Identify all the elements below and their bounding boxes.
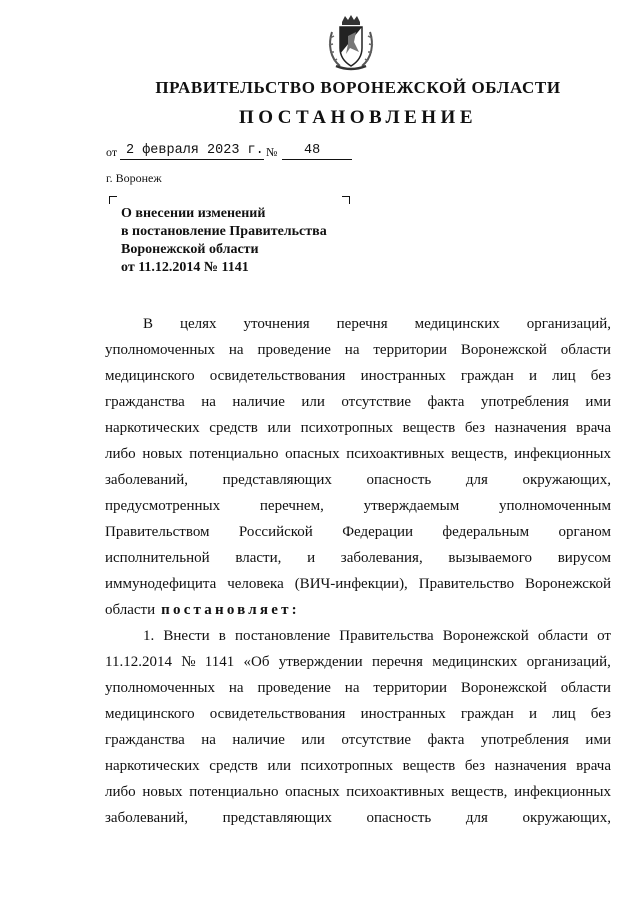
paragraph-word: постановление [234, 628, 331, 644]
paragraph-word: вирусом [557, 550, 611, 566]
document-date: 2 февраля 2023 г. [126, 143, 264, 158]
paragraph-word: психоактивных [346, 446, 445, 462]
paragraph-word: веществ [402, 758, 456, 774]
paragraph-word: освидетельствования [209, 706, 346, 722]
paragraph-word: 1141 [204, 654, 235, 670]
paragraph-word: веществ, [451, 784, 508, 800]
paragraph-word: уполномоченных [105, 680, 215, 696]
paragraph-word: перечня [336, 316, 388, 332]
paragraph-line [105, 779, 611, 805]
paragraph-word: либо [105, 784, 136, 800]
paragraph-word: без [590, 706, 611, 722]
paragraph-word: на [201, 394, 216, 410]
paragraph-word: на [228, 680, 244, 696]
paragraph-word: ими [585, 394, 611, 410]
paragraph-line [105, 701, 611, 727]
paragraph-word: власти, [235, 550, 282, 566]
document-number: 48 [304, 143, 321, 158]
paragraph-word: опасных [285, 784, 340, 800]
paragraph-word: для [465, 472, 488, 488]
paragraph-word: органом [558, 524, 611, 540]
paragraph-word: новых [142, 446, 183, 462]
paragraph-item-1 [105, 623, 611, 831]
subject-corner-mark-left [109, 196, 117, 204]
paragraph-word: наркотических [105, 758, 200, 774]
paragraph-word: и [307, 550, 316, 566]
paragraph-word: назначения [494, 758, 567, 774]
paragraph-word: либо [105, 446, 136, 462]
paragraph-word: средств [209, 420, 258, 436]
paragraph-word: употребления [480, 394, 569, 410]
paragraph-word: территории [373, 342, 448, 358]
paragraph-word: на [228, 342, 244, 358]
paragraph-word: представляющих [222, 472, 332, 488]
paragraph-word: наличие [232, 394, 285, 410]
paragraph-word: проведение [257, 680, 331, 696]
paragraph-word: федеральным [442, 524, 530, 540]
paragraph-word: Правительства [339, 628, 434, 644]
paragraph-word: области [560, 680, 611, 696]
paragraph-word: проведение [257, 342, 331, 358]
paragraph-word: 11.12.2014 [105, 654, 172, 670]
paragraph-line [105, 753, 611, 779]
paragraph-word: врача [576, 420, 611, 436]
paragraph-word: Воронежской [460, 680, 547, 696]
document-meta [106, 140, 366, 162]
paragraph-word: окружающих, [522, 472, 611, 488]
paragraph-word: целях [179, 316, 217, 332]
document-type: ПОСТАНОВЛЕНИЕ [238, 107, 478, 128]
paragraph-word: 1. [143, 628, 155, 644]
paragraph-word: области [537, 628, 589, 644]
paragraph-line [105, 805, 611, 831]
paragraph-word: области [560, 342, 611, 358]
paragraph-word: медицинского [105, 368, 195, 384]
paragraph-word: гражданства [105, 732, 185, 748]
paragraph-word: иммунодефицита [105, 576, 217, 592]
paragraph-word: уполномоченных [105, 342, 215, 358]
paragraph-word: территории [373, 680, 448, 696]
document-body [105, 311, 611, 831]
number-underline [282, 159, 352, 160]
paragraph-word: области [105, 602, 156, 618]
paragraph-word: факта [427, 732, 465, 748]
paragraph-word: употребления [480, 732, 569, 748]
paragraph-line [105, 649, 611, 675]
paragraph-word: психоактивных [346, 784, 445, 800]
paragraph-word: и [528, 368, 537, 384]
paragraph-word: Правительство [418, 576, 515, 592]
number-prefix: № [266, 145, 278, 159]
paragraph-word: без [590, 368, 611, 384]
paragraph-word: (ВИЧ-инфекции), [294, 576, 408, 592]
paragraph-word: утверждаемым [363, 498, 460, 514]
paragraph-word: № [181, 654, 196, 670]
subject-line: от 11.12.2014 № 1141 [121, 260, 249, 275]
paragraph-word: вызываемого [448, 550, 533, 566]
subject-line: О внесении изменений [121, 206, 266, 221]
paragraph-word: медицинских [432, 654, 518, 670]
paragraph-word: медицинского [105, 706, 195, 722]
paragraph-word: и [528, 706, 537, 722]
paragraph-word: без [464, 758, 486, 774]
paragraph-word: медицинских [414, 316, 500, 332]
paragraph-word: заболеваний, [105, 472, 189, 488]
paragraph-line [105, 389, 611, 415]
paragraph-word: психотропных [300, 420, 393, 436]
paragraph-word: потенциально [189, 446, 279, 462]
paragraph-word: предусмотренных [105, 498, 221, 514]
document-subject [121, 205, 327, 277]
paragraph-word: граждан [460, 706, 514, 722]
paragraph-word: наличие [232, 732, 285, 748]
paragraph-word: на [344, 680, 360, 696]
paragraph-word: в [218, 628, 226, 644]
subject-line: Воронежской области [121, 242, 259, 257]
paragraph-word: представляющих [222, 810, 332, 826]
paragraph-word: врача [576, 758, 611, 774]
paragraph-word: освидетельствования [209, 368, 346, 384]
paragraph-word: заболевания, [340, 550, 423, 566]
paragraph-word: веществ, [451, 446, 508, 462]
paragraph-word: или [267, 420, 292, 436]
paragraph-word: перечнем, [259, 498, 324, 514]
date-underline [120, 159, 264, 160]
paragraph-word: инфекционных [514, 784, 611, 800]
document-city: г. Воронеж [106, 171, 162, 185]
paragraph-word: лиц [552, 368, 576, 384]
paragraph-word: Воронежской [460, 342, 547, 358]
paragraph-word: для [465, 810, 488, 826]
paragraph-word: инфекционных [514, 446, 611, 462]
resolution-verb: постановляет: [161, 602, 300, 618]
paragraph-word: наркотических [105, 420, 200, 436]
paragraph-word: Федерации [342, 524, 414, 540]
paragraph-word: на [201, 732, 216, 748]
paragraph-line [105, 441, 611, 467]
date-prefix: от [106, 145, 118, 159]
paragraph-word: средств [209, 758, 258, 774]
paragraph-line [105, 311, 611, 337]
paragraph-word: веществ [402, 420, 456, 436]
paragraph-word: на [344, 342, 360, 358]
paragraph-word: или [301, 732, 325, 748]
paragraph-line [105, 467, 611, 493]
subject-line: в постановление Правительства [121, 224, 327, 239]
paragraph-word: «Об [243, 654, 270, 670]
paragraph-word: потенциально [189, 784, 279, 800]
paragraph-line [105, 415, 611, 441]
paragraph-word: психотропных [300, 758, 393, 774]
organization-title: ПРАВИТЕЛЬСТВО ВОРОНЕЖСКОЙ ОБЛАСТИ [155, 78, 561, 97]
paragraph-line [105, 571, 611, 597]
paragraph-line [105, 727, 611, 753]
paragraph-word: лиц [552, 706, 576, 722]
paragraph-word: утверждении [278, 654, 363, 670]
paragraph-word: назначения [494, 420, 567, 436]
paragraph-word: исполнительной [105, 550, 210, 566]
paragraph-word: граждан [460, 368, 514, 384]
paragraph-word: ими [585, 732, 611, 748]
paragraph-word: отсутствие [341, 394, 412, 410]
paragraph-word: или [267, 758, 292, 774]
paragraph-preamble [105, 311, 611, 597]
paragraph-word: уполномоченным [499, 498, 611, 514]
paragraph-word: Воронежской [525, 576, 611, 592]
paragraph-line [105, 597, 611, 623]
paragraph-word: перечня [371, 654, 423, 670]
paragraph-word: опасность [366, 810, 432, 826]
paragraph-word: гражданства [105, 394, 185, 410]
paragraph-word: новых [142, 784, 183, 800]
paragraph-line [105, 363, 611, 389]
subject-corner-mark-right [342, 196, 350, 204]
paragraph-line [105, 519, 611, 545]
paragraph-word: Внести [163, 628, 210, 644]
paragraph-word: заболеваний, [105, 810, 189, 826]
paragraph-word: организаций, [526, 654, 611, 670]
paragraph-word: опасность [366, 472, 432, 488]
paragraph-word: факта [427, 394, 465, 410]
paragraph-word: Правительством [105, 524, 210, 540]
paragraph-word: В [143, 316, 154, 332]
paragraph-word: или [301, 394, 325, 410]
paragraph-line [105, 337, 611, 363]
coat-of-arms-icon [326, 14, 376, 72]
paragraph-line [105, 675, 611, 701]
paragraph-word: организаций, [526, 316, 611, 332]
paragraph-word: Российской [238, 524, 313, 540]
paragraph-word: иностранных [360, 706, 446, 722]
paragraph-word: опасных [285, 446, 340, 462]
paragraph-word: уточнения [243, 316, 310, 332]
paragraph-word: Воронежской [442, 628, 529, 644]
paragraph-line [105, 493, 611, 519]
paragraph-word: отсутствие [341, 732, 412, 748]
paragraph-word: окружающих, [522, 810, 611, 826]
paragraph-word: иностранных [360, 368, 446, 384]
paragraph-word: человека [227, 576, 284, 592]
paragraph-word: без [464, 420, 486, 436]
paragraph-line [105, 545, 611, 571]
paragraph-word: от [597, 628, 611, 644]
paragraph-line [105, 623, 611, 649]
